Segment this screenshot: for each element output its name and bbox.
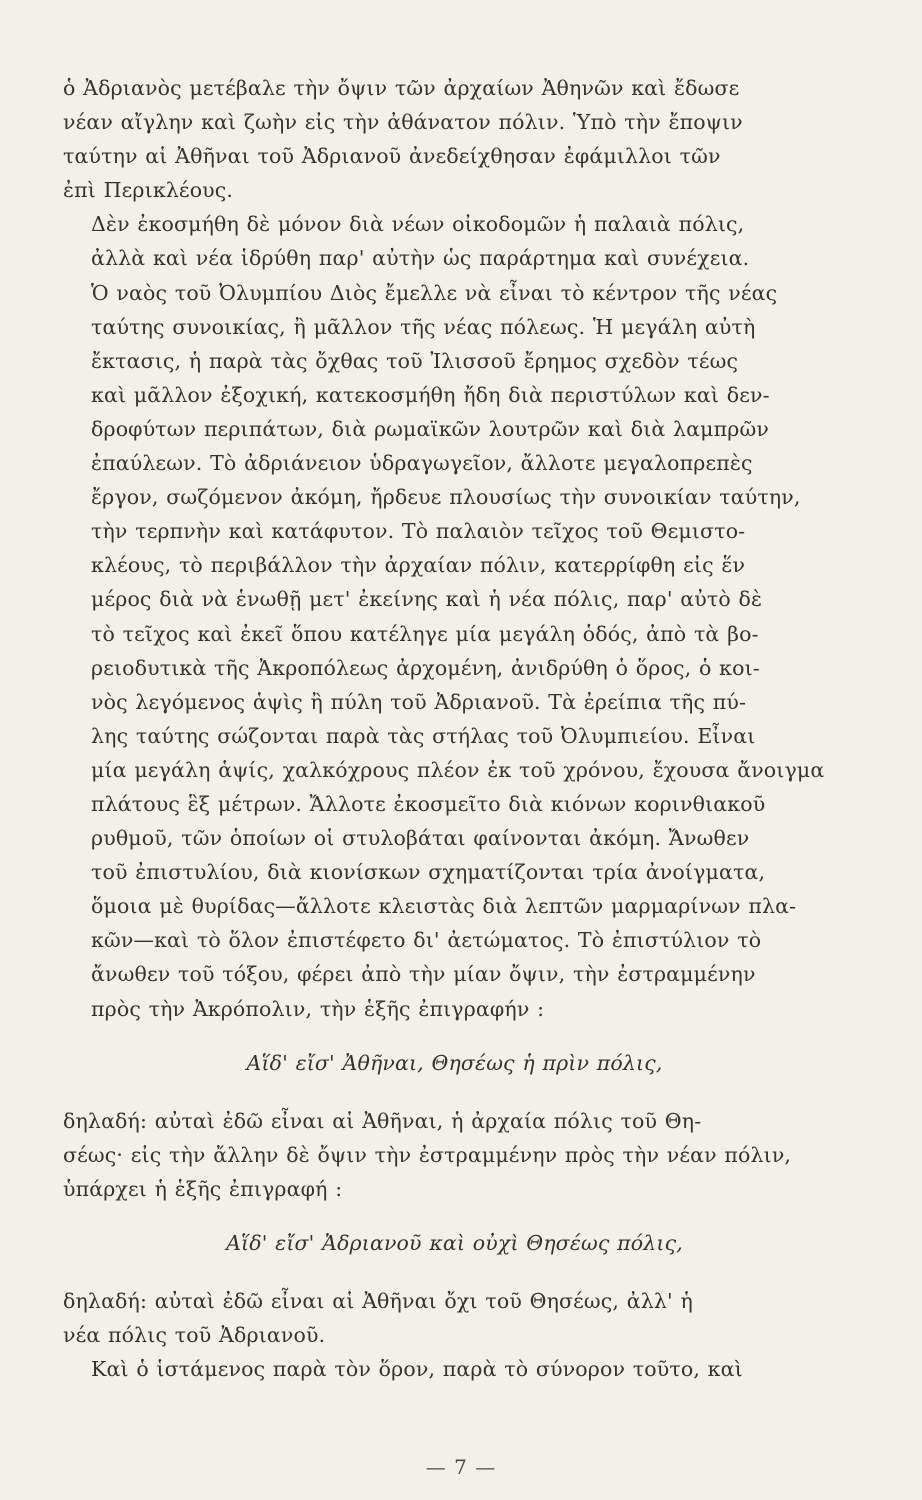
text-line: Δὲν ἐκοσμήθη δὲ μόνον διὰ νέων οἰκοδομῶν ἡ παλαιὰ πόλις, xyxy=(91,212,745,237)
text-line: καὶ μᾶλλον ἐξοχική, κατεκοσμήθη ἤδη διὰ περιστύλων καὶ δεν- xyxy=(91,382,770,407)
text-line: σέως· εἰς τὴν ἄλλην δὲ ὄψιν τὴν ἐστραμμένην πρὸς τὴν νέαν πόλιν, xyxy=(63,1142,792,1167)
text-line: λης ταύτης σώζονται παρὰ τὰς στήλας τοῦ Ὀλυμπιείου. Εἶναι xyxy=(91,723,756,748)
paragraph-3 xyxy=(63,1104,846,1206)
text-line: ἐπαύλεων. Τὸ ἀδριάνειον ὑδραγωγεῖον, ἄλλοτε μεγαλοπρεπὲς xyxy=(91,451,753,476)
text-line: πλάτους ἓξ μέτρων. Ἄλλοτε ἐκοσμεῖτο διὰ κιόνων κορινθιακοῦ xyxy=(91,791,766,816)
text-line: κλέους, τὸ περιβάλλον τὴν ἀρχαίαν πόλιν, κατερρίφθη εἰς ἕν xyxy=(91,553,746,578)
text-line: νέα πόλις τοῦ Ἀδριανοῦ. xyxy=(63,1323,326,1348)
text-line: τοῦ ἐπιστυλίου, διὰ κιονίσκων σχηματίζονται τρία ἀνοίγματα, xyxy=(91,860,766,885)
text-line: νέαν αἴγλην καὶ ζωὴν εἰς τὴν ἀθάνατον πόλιν. Ὑπὸ τὴν ἔποψιν xyxy=(63,110,743,135)
inscription-one: Αἵδ' εἴσ' Ἀθῆναι, Θησέως ἡ πρὶν πόλις, xyxy=(246,1050,663,1075)
page-number: — 7 — xyxy=(425,1455,497,1479)
text-line: ρειοδυτικὰ τῆς Ἀκροπόλεως ἀρχομένη, ἀνιδρύθη ὁ ὅρος, ὁ κοι- xyxy=(91,655,760,680)
paragraph-1 xyxy=(63,71,846,207)
text-line: ὅμοια μὲ θυρίδας—ἄλλοτε κλειστὰς διὰ λεπτῶν μαρμαρίνων πλα- xyxy=(91,894,797,919)
paragraph-5 xyxy=(63,1352,846,1386)
text-line: ὁ Ἀδριανὸς μετέβαλε τὴν ὄψιν τῶν ἀρχαίων Ἀθηνῶν καὶ ἔδωσε xyxy=(63,76,740,100)
text-line: ταύτην αἱ Ἀθῆναι τοῦ Ἀδριανοῦ ἀνεδείχθησαν ἐφάμιλλοι τῶν xyxy=(63,144,721,169)
text-line: ἄνωθεν τοῦ τόξου, φέρει ἀπὸ τὴν μίαν ὄψιν, τὴν ἐστραμμένην xyxy=(91,962,756,987)
text-line: ἐπὶ Περικλέους. xyxy=(63,178,234,203)
paragraph-2 xyxy=(63,207,846,1025)
text-line: τὴν τερπνὴν καὶ κατάφυτον. Τὸ παλαιὸν τεῖχος τοῦ Θεμιστο- xyxy=(91,519,746,544)
text-line: ταύτης συνοικίας, ἢ μᾶλλον τῆς νέας πόλεως. Ἡ μεγάλη αὐτὴ xyxy=(91,314,756,339)
text-line: ρυθμοῦ, τῶν ὁποίων οἱ στυλοβάται φαίνονται ἀκόμη. Ἄνωθεν xyxy=(91,826,750,851)
text-line: τὸ τεῖχος καὶ ἐκεῖ ὅπου κατέληγε μία μεγάλη ὁδός, ἀπὸ τὰ βο- xyxy=(91,621,759,646)
inscription-two: Αἵδ' εἴσ' Ἀδριανοῦ καὶ οὐχὶ Θησέως πόλις, xyxy=(226,1231,683,1255)
text-line: δροφύτων περιπάτων, διὰ ρωμαϊκῶν λουτρῶν καὶ διὰ λαμπρῶν xyxy=(91,416,769,441)
text-line: Ὁ ναὸς τοῦ Ὀλυμπίου Διὸς ἔμελλε νὰ εἶναι τὸ κέντρον τῆς νέας xyxy=(91,280,778,305)
paragraph-4 xyxy=(63,1284,846,1352)
text-line: δηλαδή: αὐταὶ ἐδῶ εἶναι αἱ Ἀθῆναι ὄχι τοῦ Θησέως, ἀλλ' ἡ xyxy=(63,1289,693,1314)
text-line: κῶν—καὶ τὸ ὅλον ἐπιστέφετο δι' ἀετώματος. Τὸ ἐπιστύλιον τὸ xyxy=(91,928,762,953)
text-line: μία μεγάλη ἁψίς, χαλκόχρους πλέον ἐκ τοῦ χρόνου, ἔχουσα ἄνοιγμα xyxy=(91,757,825,782)
text-line: δηλαδή: αὐταὶ ἐδῶ εἶναι αἱ Ἀθῆναι, ἡ ἀρχαία πόλις τοῦ Θη- xyxy=(63,1108,702,1133)
text-line: Καὶ ὁ ἱστάμενος παρὰ τὸν ὅρον, παρὰ τὸ σύνορον τοῦτο, καὶ xyxy=(91,1357,743,1382)
text-line: ἔκτασις, ἡ παρὰ τὰς ὄχθας τοῦ Ἰλισσοῦ ἔρημος σχεδὸν τέως xyxy=(91,348,739,373)
text-line: μέρος διὰ νὰ ἑνωθῇ μετ' ἐκείνης καὶ ἡ νέα πόλις, παρ' αὐτὸ δὲ xyxy=(91,587,763,612)
body-text xyxy=(63,71,846,1386)
text-line: ὑπάρχει ἡ ἑξῆς ἐπιγραφή : xyxy=(63,1176,343,1201)
text-line: πρὸς τὴν Ἀκρόπολιν, τὴν ἑξῆς ἐπιγραφήν : xyxy=(91,996,545,1021)
text-line: ἀλλὰ καὶ νέα ἱδρύθη παρ' αὐτὴν ὡς παράρτημα καὶ συνέχεια. xyxy=(91,246,750,271)
text-line: ἔργον, σωζόμενον ἀκόμη, ἤρδευε πλουσίως τὴν συνοικίαν ταύτην, xyxy=(91,485,801,510)
text-line: νὸς λεγόμενος ἁψὶς ἢ πύλη τοῦ Ἀδριανοῦ. Τὰ ἐρείπια τῆς πύ- xyxy=(91,689,747,714)
